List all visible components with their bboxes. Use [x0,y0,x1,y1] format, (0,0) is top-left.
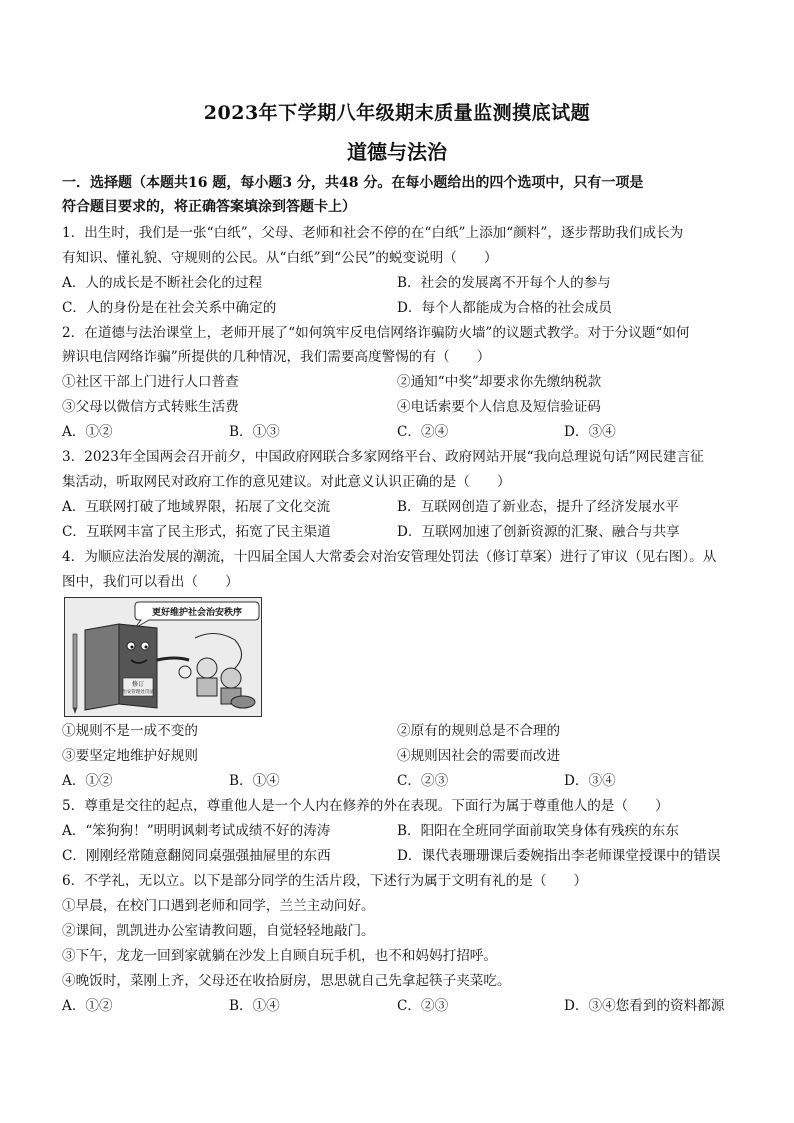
q6-item-3: ③下午，龙龙一回到家就躺在沙发上自顾自玩手机，也不和妈妈打招呼。 [62,948,497,964]
q1-stem-line-2: 有知识、懂礼貌、守规则的公民。从“白纸”到“公民”的蜕变说明（ ） [62,250,498,266]
q4-choice-d: D．③④ [564,773,616,789]
q6-choice-d: D．③④您看到的资料都源 [564,998,725,1014]
q5-stem-line-1: 5．尊重是交往的起点，尊重他人是一个人内在修养的外在表现。下面行为属于尊重他人的是（ ） [62,798,669,814]
cartoon-illustration [65,598,261,716]
q4-choice-c: C．②③ [397,773,449,789]
q6-item-4: ④晚饭时，菜刚上齐，父母还在收拾厨房，思思就自己先拿起筷子夹菜吃。 [62,973,511,989]
book-subtitle: 治安管理处罚法 [122,690,154,695]
q4-item-4: ④规则因社会的需要而改进 [397,748,561,764]
book-label: 修订 [131,681,145,688]
exam-title: 2023年下学期八年级期末质量监测摸底试题 [203,102,591,124]
q2-item-1: ①社区干部上门进行人口普查 [62,374,239,390]
q4-item-3: ③要坚定地维护好规则 [62,748,198,764]
q2-stem-line-2: 辨识电信网络诈骗”所提供的几种情况，我们需要高度警惕的有（ ） [62,349,491,365]
q5-option-d: D．课代表珊珊课后委婉指出李老师课堂授课中的错误 [397,848,721,864]
q1-option-d: D．每个人都能成为合格的社会成员 [397,300,612,316]
q5-option-a: A．“笨狗狗！”明明讽刺考试成绩不好的涛涛 [62,823,331,839]
q3-option-c: C．互联网丰富了民主形式，拓宽了民主渠道 [62,524,331,540]
figure-caption: 更好维护社会治安秩序 [151,608,243,618]
q4-stem-line-1: 4．为顺应法治发展的潮流，十四届全国人大常委会对治安管理处罚法（修订草案）进行了审议（见右图）。从 [62,549,717,565]
q3-option-b: B．互联网创造了新业态，提升了经济发展水平 [397,499,679,515]
q2-item-4: ④电话索要个人信息及短信验证码 [397,399,601,415]
q6-item-1: ①早晨，在校门口遇到老师和同学，兰兰主动问好。 [62,898,375,914]
section-header-line-1: 一．选择题（本题共16 题，每小题3 分，共48 分。在每小题给出的四个选项中，只有一项是 [62,175,644,191]
q5-option-c: C．刚刚经常随意翻阅同桌强强抽屉里的东西 [62,848,331,864]
q3-option-a: A．互联网打破了地域界限，拓展了文化交流 [62,499,331,515]
q6-item-2: ②课间，凯凯进办公室请教问题，自觉轻轻地敲门。 [62,923,375,939]
q3-option-d: D．互联网加速了创新资源的汇聚、融合与共享 [397,524,680,540]
q3-stem-line-2: 集活动，听取网民对政府工作的意见建议。对此意义认识正确的是（ ） [62,474,511,490]
q6-stem-line-1: 6．不学礼，无以立。以下是部分同学的生活片段，下述行为属于文明有礼的是（ ） [62,873,588,889]
q4-item-1: ①规则不是一成不变的 [62,723,198,739]
q5-option-b: B．阳阳在全班同学面前取笑身体有残疾的东东 [397,823,679,839]
q1-option-a: A．人的成长是不断社会化的过程 [62,275,263,291]
q1-stem-line-1: 1．出生时，我们是一张“白纸”，父母、老师和社会不停的在“白纸”上添加“颜料”，逐步帮助我们成长为 [62,225,684,241]
q4-item-2: ②原有的规则总是不合理的 [397,723,561,739]
q4-stem-line-2: 图中，我们可以看出（ ） [62,574,239,590]
q6-choice-b: B．①④ [229,998,280,1014]
q2-choice-a: A．①② [62,424,113,440]
q2-item-2: ②通知“中奖”却要求你先缴纳税款 [397,374,602,390]
q2-choice-b: B．①③ [229,424,280,440]
q1-option-b: B．社会的发展离不开每个人的参与 [397,275,611,291]
q3-stem-line-1: 3．2023年全国两会召开前夕，中国政府网联合多家网络平台、政府网站开展“我向总理说句话”网民建言征 [62,449,704,465]
q2-choice-c: C．②④ [397,424,449,440]
q4-cartoon-figure [64,597,262,717]
q6-choice-c: C．②③ [397,998,449,1014]
q2-choice-d: D．③④ [564,424,616,440]
subject-title: 道德与法治 [347,140,447,164]
q4-choice-a: A．①② [62,773,113,789]
section-header-line-2: 符合题目要求的，将正确答案填涂到答题卡上） [62,199,356,215]
q2-item-3: ③父母以微信方式转账生活费 [62,399,239,415]
q2-stem-line-1: 2．在道德与法治课堂上，老师开展了“如何筑牢反电信网络诈骗防火墙”的议题式教学。对于分议题“如何 [62,325,690,341]
q6-choice-a: A．①② [62,998,113,1014]
q1-option-c: C．人的身份是在社会关系中确定的 [62,300,277,316]
q4-choice-b: B．①④ [229,773,280,789]
